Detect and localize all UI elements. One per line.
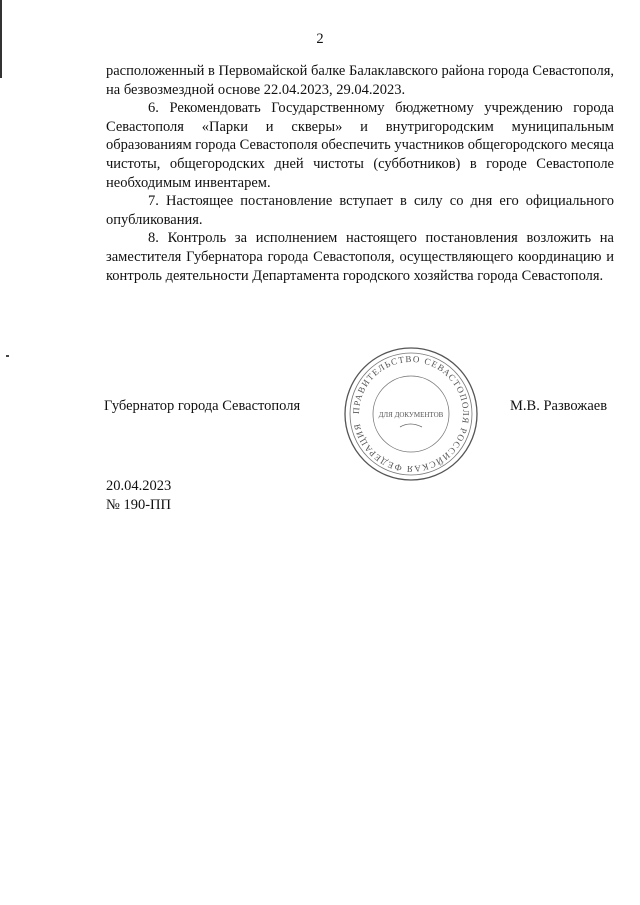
scan-dot-mark — [6, 355, 9, 357]
document-date: 20.04.2023 — [106, 478, 172, 494]
seal-outer-text: ПРАВИТЕЛЬСТВО СЕВАСТОПОЛЯ РОССИЙСКАЯ ФЕДЕРАЦИЯ — [350, 353, 472, 475]
document-number: № 190-ПП — [106, 496, 171, 513]
paragraph-item-7: 7. Настоящее постановление вступает в силу со дня его официального опубликования. — [106, 193, 614, 228]
official-seal — [342, 345, 480, 483]
paragraph-continuation: расположенный в Первомайской балке Балаклавского района города Севастополя, на безвозмездной основе 22.04.2023, 29.04.2023. — [106, 63, 614, 98]
body-text — [106, 62, 614, 285]
document-meta — [106, 477, 171, 514]
paragraph-item-6: 6. Рекомендовать Государственному бюджетному учреждению города Севастополя «Парки и скверы» и внутригородским муниципальным образованиям города Севастополя обеспечить участников общегородского месяца чистоты, общегородских дней чистоты (субботников) в городе Севастополе необходимым инвентарем. — [106, 100, 614, 191]
page-number: 2 — [316, 31, 324, 47]
signatory-title: Губернатор города Севастополя — [104, 398, 301, 414]
seal-inner-text: ДЛЯ ДОКУМЕНТОВ — [378, 411, 444, 419]
signatory-name: М.В. Развожаев — [510, 398, 608, 414]
paragraph-item-8: 8. Контроль за исполнением настоящего постановления возложить на заместителя Губернатора города Севастополя, осуществляющего координацию и контроль деятельности Департамента городского хозяйства города Севастополя. — [106, 230, 614, 284]
